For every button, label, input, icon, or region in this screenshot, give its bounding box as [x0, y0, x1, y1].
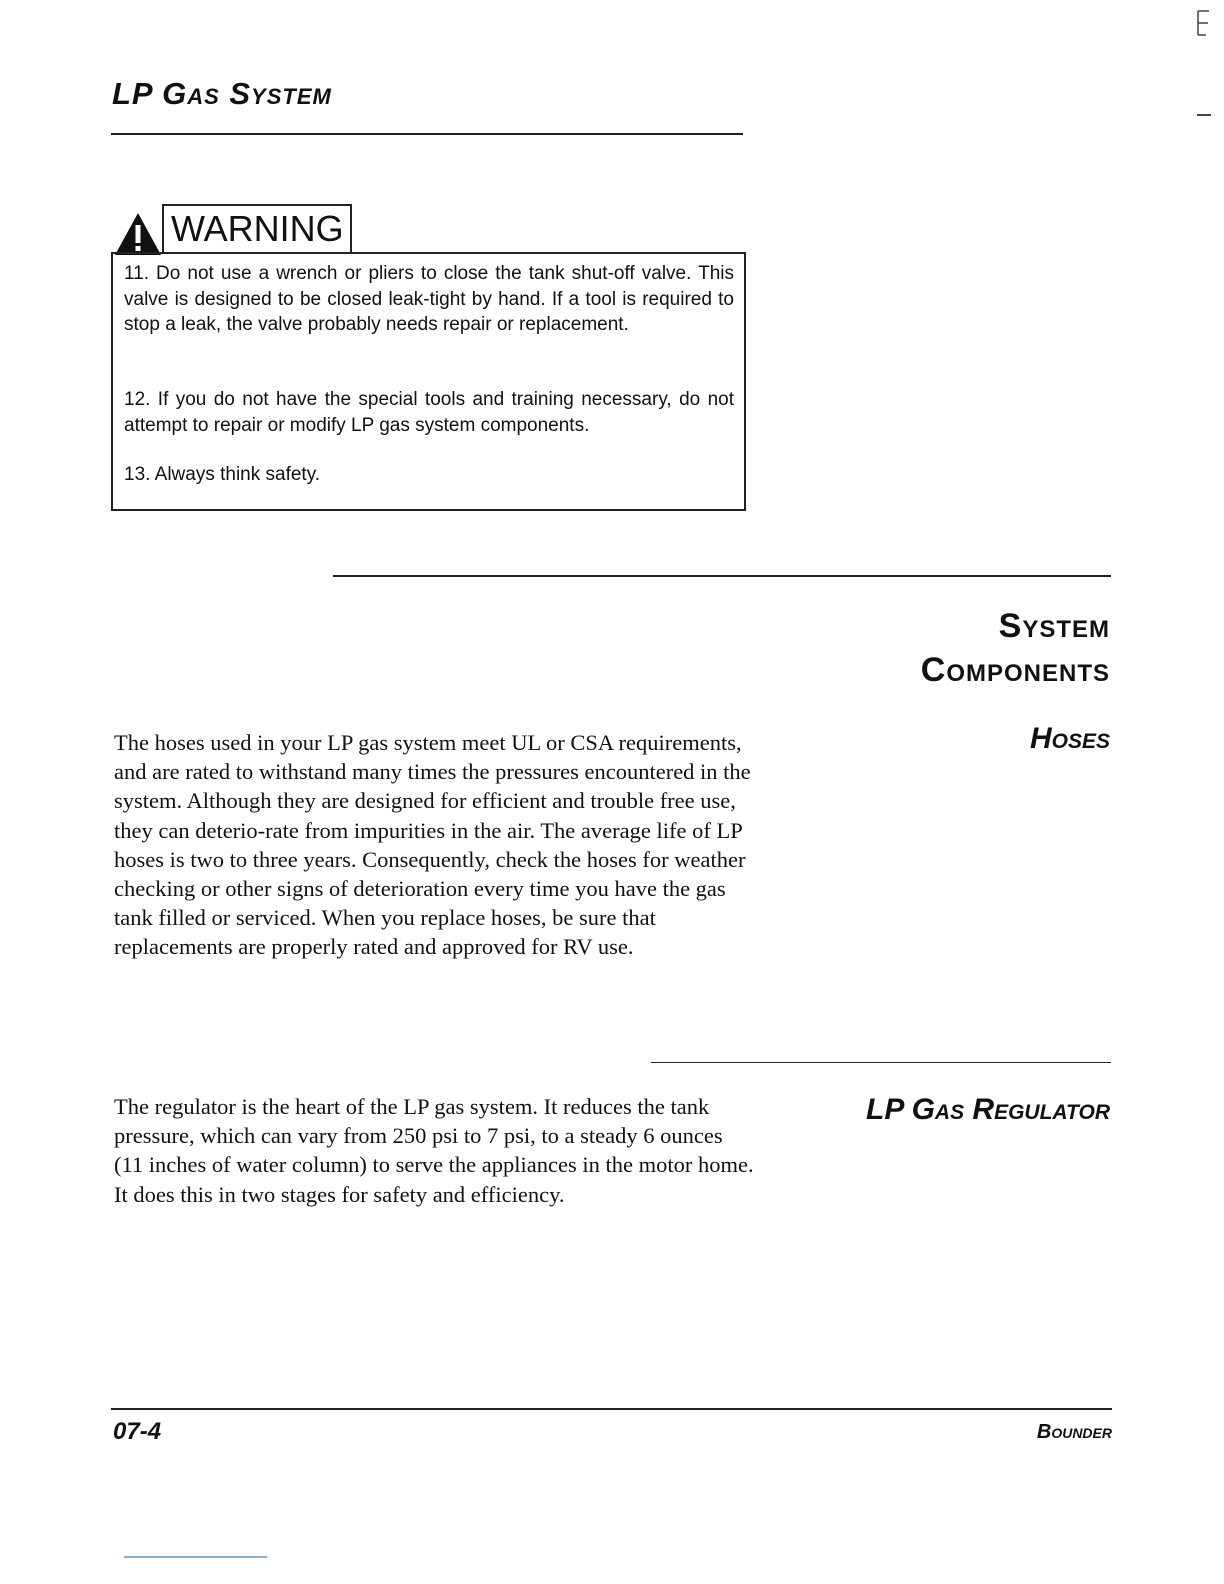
scan-artifact-line [124, 1556, 267, 1558]
footer-divider [111, 1408, 1112, 1410]
warning-item-13: 13. Always think safety. [124, 464, 321, 485]
regulator-divider [651, 1062, 1111, 1063]
section-heading-line2: Components [920, 651, 1110, 689]
page-header-title: LP Gas System [112, 76, 332, 111]
scan-edge-mark [1196, 10, 1210, 36]
page-number: 07-4 [113, 1418, 162, 1445]
footer-brand: Bounder [1036, 1421, 1112, 1443]
hoses-heading: Hoses [1029, 722, 1110, 755]
regulator-heading: LP Gas Regulator [866, 1093, 1110, 1126]
scan-tick [1197, 114, 1211, 116]
header-divider [111, 133, 743, 135]
section-divider [333, 575, 1111, 577]
hoses-paragraph: The hoses used in your LP gas system meet UL or CSA requirements, and are rated to withstand many times the pressures encountered in the system. Although they are designed for efficient and trouble free use, they can deterio-rate from impurities in the air. The average life of LP hoses is two to three years. Consequently, check the hoses for weather checking or other signs of deterioration every time you have the gas tank filled or serviced. When you replace hoses, be sure that replacements are properly rated and approved for RV use. [114, 730, 751, 960]
warning-label: WARNING [171, 208, 344, 249]
warning-item-12: 12. If you do not have the special tools and training necessary, do not attempt to repair or modify LP gas system components. [124, 389, 734, 436]
warning-item-11: 11. Do not use a wrench or pliers to close the tank shut-off valve. This valve is designed to be closed leak-tight by hand. If a tool is required to stop a leak, the valve probably needs repair or replacement. [124, 263, 734, 335]
warning-triangle-icon [113, 211, 163, 257]
section-heading [921, 604, 1110, 692]
section-heading-line1: System [998, 607, 1110, 645]
regulator-paragraph: The regulator is the heart of the LP gas system. It reduces the tank pressure, which can vary from 250 psi to 7 psi, to a steady 6 ounces (11 inches of water column) to serve the appliances in the motor home. It does this in two stages for safety and efficiency. [114, 1094, 754, 1207]
